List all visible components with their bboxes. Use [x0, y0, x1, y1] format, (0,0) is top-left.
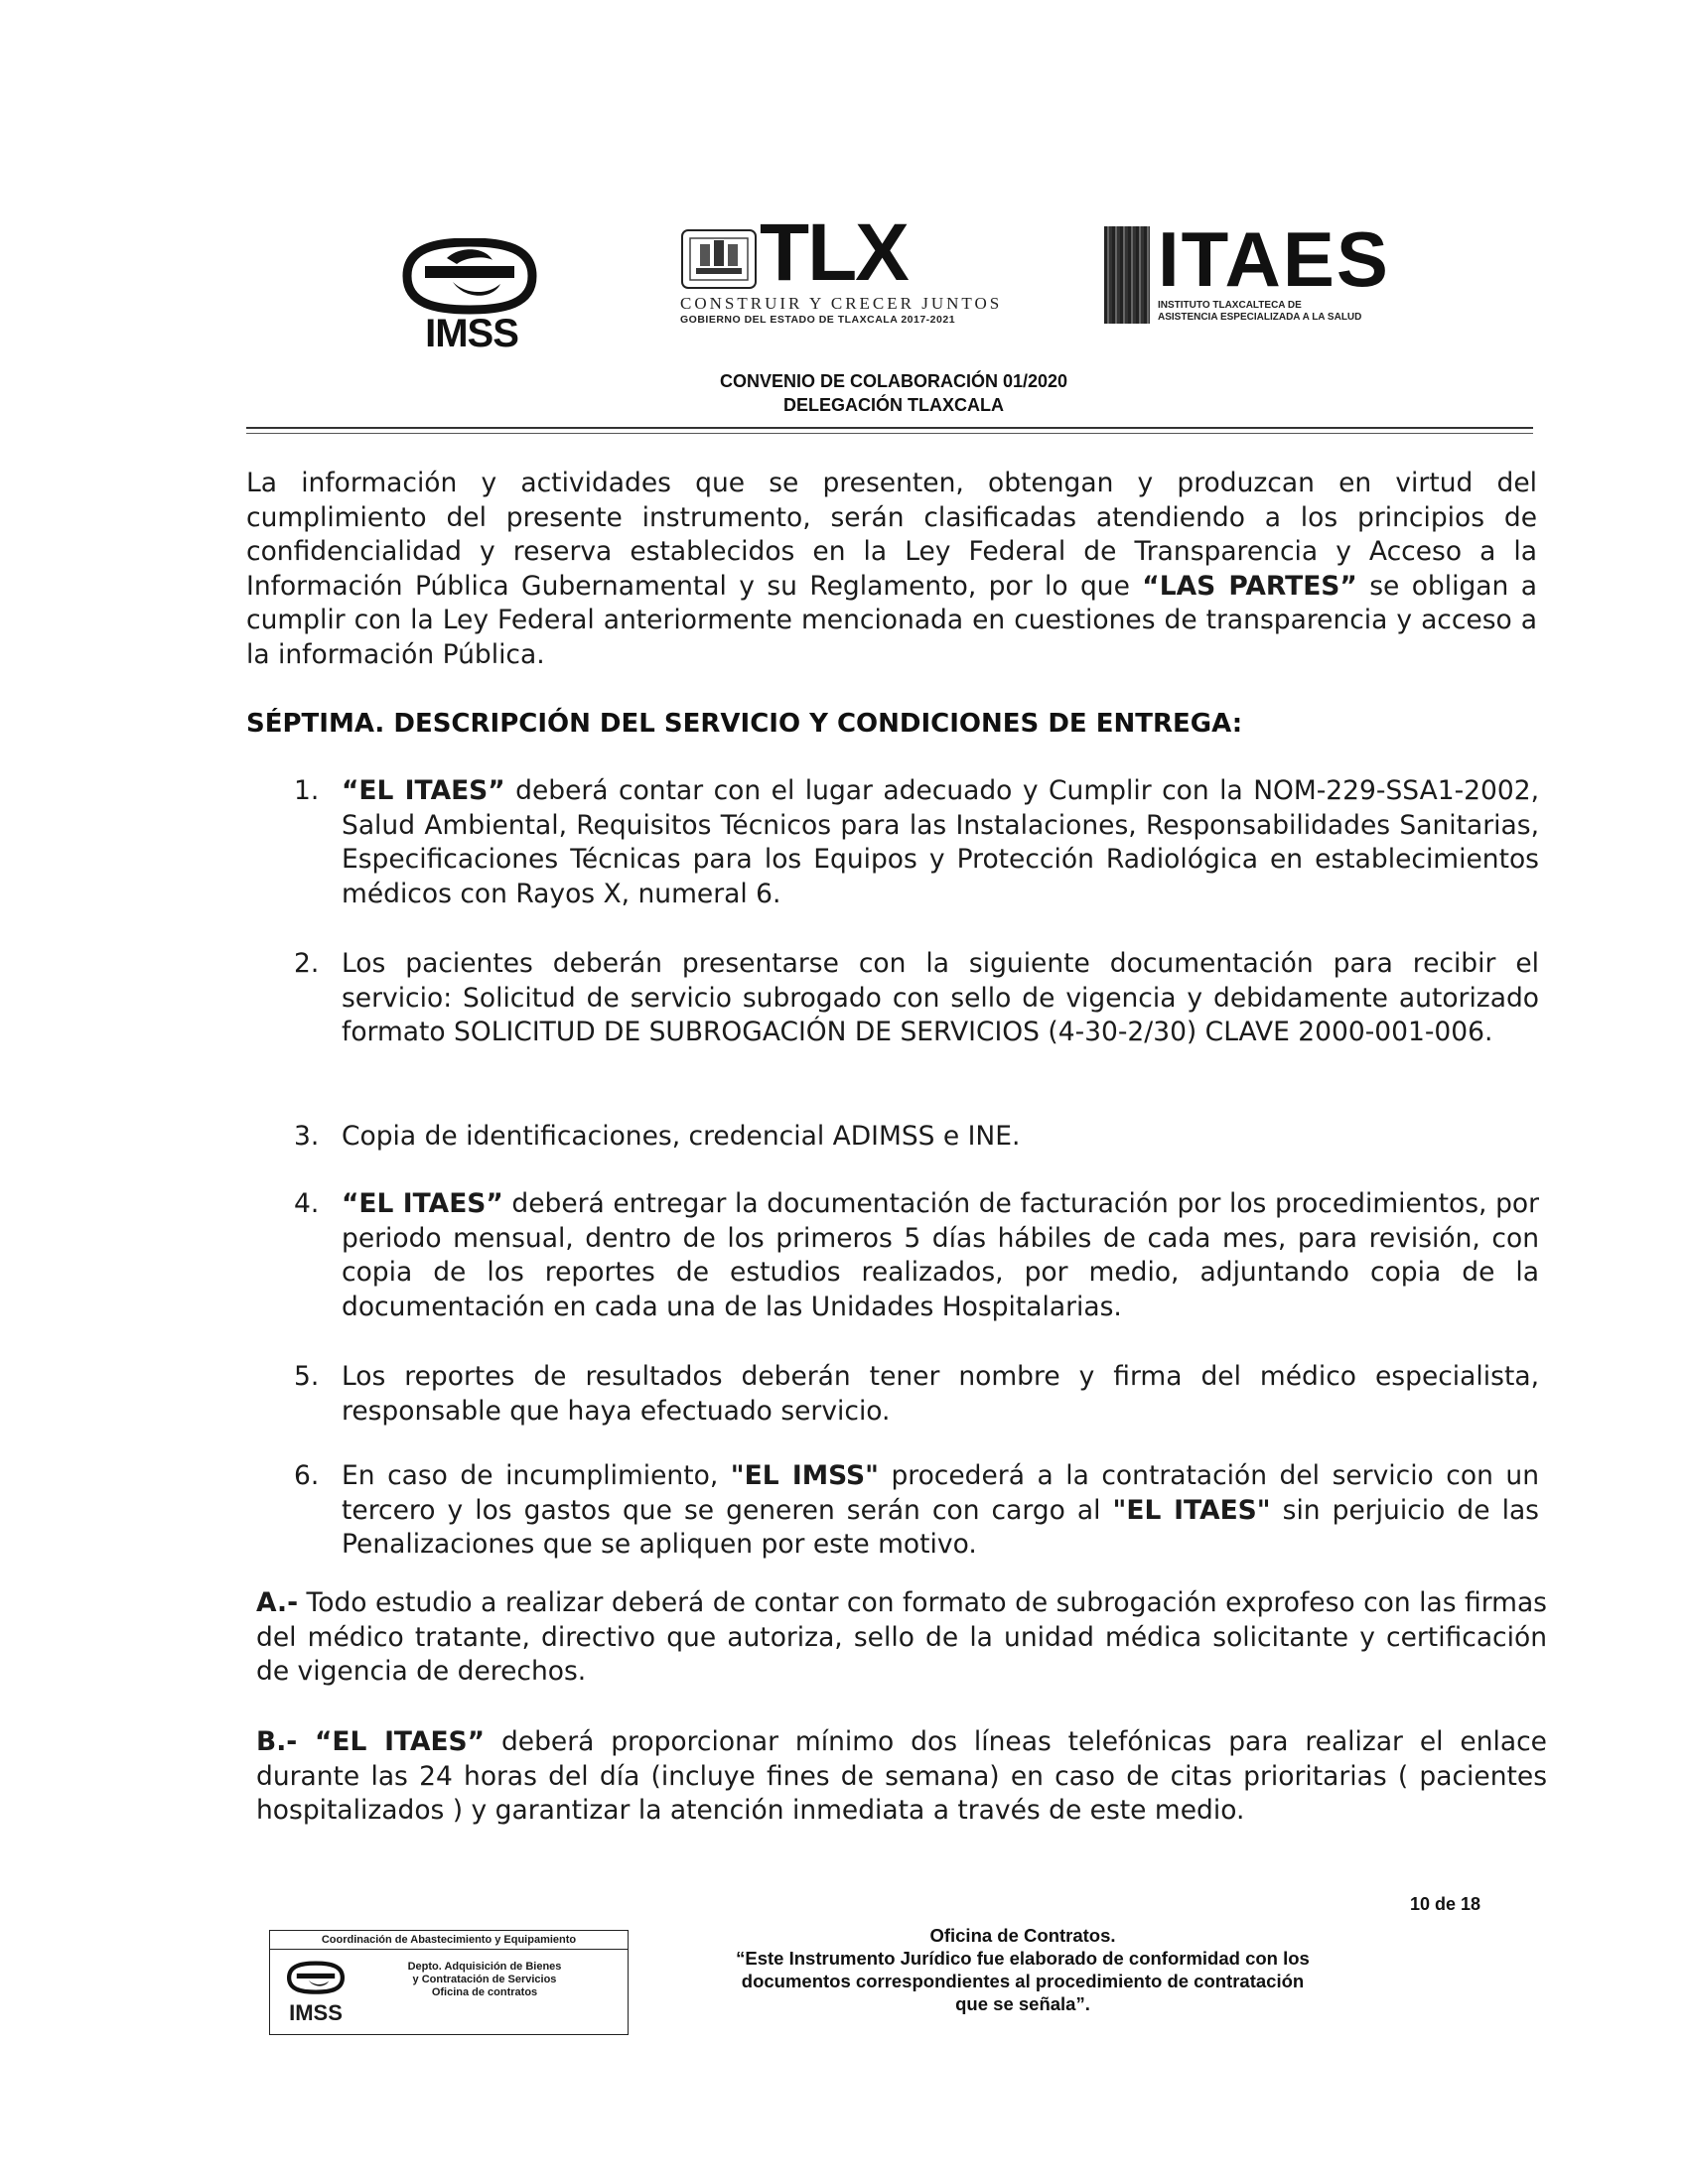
intro-text: La información y actividades que se presenten, obtengan y produzcan en virtud del cumplimiento del presente instrumento, serán clasificadas atendiendo a los principios de confidencialidad y reserva establecidos en la Ley Federal de Transparencia y Acceso a la Información Pública Gubernamental y su Reglamento, por lo que [246, 468, 1537, 602]
footer-note [655, 1924, 1390, 2015]
clause-text: Todo estudio a realizar deberá de contar con formato de subrogación exprofeso con las firmas del médico tratante, directivo que autoriza, sello de la unidad médica solicitante y certificación de vigencia de derechos. [256, 1587, 1547, 1687]
clause-b-paragraph [256, 1725, 1547, 1829]
list-item-body: deberá contar con el lugar adecuado y Cumplir con la NOM-229-SSA1-2002, Salud Ambiental, Requisitos Técnicos para las Instalaciones, Responsabilidades Sanitarias, Especificaciones Técnicas para los Equipos y Protección Radiológica en establecimientos médicos con Rayos X, numeral 6. [342, 775, 1539, 909]
footer-note-line: que se señala”. [955, 1993, 1090, 2014]
clause-bold: “EL ITAES” [297, 1726, 486, 1757]
imss-logo-text: IMSS [425, 312, 518, 355]
list-item-bold: “EL ITAES” [342, 775, 505, 806]
list-item-number: 1. [294, 775, 320, 806]
stamp-logo [284, 1957, 348, 2032]
tlx-government-text: GOBIERNO DEL ESTADO DE TLAXCALA 2017-2021 [680, 314, 956, 326]
clause-a-paragraph [256, 1586, 1547, 1690]
list-item-body: deberá entregar la documentación de facturación por los procedimientos, por periodo mensual, dentro de los primeros 5 días hábiles de cada mes, para revisión, con copia de los reportes de estudios realizados, por medio, adjuntando copia de la documentación en cada una de las Unidades Hospitalarias. [342, 1188, 1540, 1322]
itaes-bar-icon [1104, 226, 1150, 324]
list-item-body: En caso de incumplimiento, [342, 1460, 731, 1491]
tlx-tagline: CONSTRUIR Y CRECER JUNTOS [680, 294, 1003, 313]
list-item-bold: "EL ITAES" [1112, 1494, 1271, 1526]
itaes-logo-text: ITAES [1158, 215, 1390, 303]
list-item-bold: “EL ITAES” [342, 1188, 503, 1219]
list-item-text [342, 774, 1539, 911]
list-item-text: Los pacientes deberán presentarse con la siguiente documentación para recibir el servicio: Solicitud de servicio subrogado con sello de vigencia y debidamente autorizado formato SOLICITUD DE SUBROGACIÓN DE SERVICIOS (4-30-2/30) CLAVE 2000-001-006. [342, 948, 1539, 1047]
intro-paragraph [246, 467, 1537, 672]
itaes-subtitle [1158, 300, 1426, 324]
list-item-body: procederá a la contratación del servicio con un tercero y los gastos que se generen serán con cargo al [342, 1460, 1539, 1526]
clause-text: deberá proporcionar mínimo dos líneas telefónicas para realizar el enlace durante las 24 horas del día (incluye fines de semana) en caso de citas prioritarias ( pacientes hospitalizados ) y garantizar la atención inmediata a través de este medio. [256, 1726, 1547, 1826]
title-line: CONVENIO DE COLABORACIÓN 01/2020 [719, 371, 1068, 391]
list-item-number: 6. [294, 1460, 320, 1491]
title-line: DELEGACIÓN TLAXCALA [783, 395, 1004, 415]
list-item-body: sin perjuicio de las Penalizaciones que se apliquen por este motivo. [342, 1494, 1539, 1560]
stamp-header: Coordinación de Abastecimiento y Equipamiento [270, 1931, 628, 1950]
list-item-number: 3. [294, 1121, 320, 1152]
list-item-text [342, 1459, 1539, 1563]
stamp-line: Depto. Adquisición de Bienes [407, 1961, 562, 1973]
itaes-logo [1104, 215, 1422, 336]
clause-label: A.- [256, 1587, 299, 1618]
header-divider [246, 427, 1533, 429]
imss-emblem-icon [284, 1957, 348, 2000]
imss-emblem-icon [395, 238, 544, 318]
page-number: 10 de 18 [1410, 1894, 1481, 1914]
list-item-number: 2. [294, 948, 320, 979]
stamp-logo-text: IMSS [289, 2000, 343, 2025]
itaes-subtitle-line: ASISTENCIA ESPECIALIZADA A LA SALUD [1158, 312, 1362, 323]
tlx-logo-text: TLX [760, 207, 908, 298]
stamp-line: y Contratación de Servicios [412, 1974, 557, 1985]
intro-text: se obligan a cumplir con la Ley Federal anteriormente mencionada en cuestiones de transparencia y acceso a la información Pública. [246, 570, 1537, 670]
imss-logo [395, 238, 544, 355]
footer-note-line: “Este Instrumento Jurídico fue elaborado de conformidad con los [736, 1948, 1310, 1969]
list-item-text: Copia de identificaciones, credencial ADIMSS e INE. [342, 1121, 1021, 1152]
imss-stamp [269, 1930, 629, 2035]
footer-note-line: Oficina de Contratos. [929, 1925, 1116, 1946]
list-item-bold: "EL IMSS" [730, 1460, 879, 1491]
footer-note-line: documentos correspondientes al procedimiento de contratación [741, 1971, 1305, 1991]
list-item-number: 4. [294, 1188, 320, 1219]
stamp-line: Oficina de contratos [431, 1986, 538, 1998]
tlaxcala-seal-icon [680, 228, 758, 290]
document-title [496, 369, 1291, 417]
section-heading: SÉPTIMA. DESCRIPCIÓN DEL SERVICIO Y CONDICIONES DE ENTREGA: [246, 709, 1243, 739]
list-item-text [342, 1187, 1539, 1324]
list-item-text: Los reportes de resultados deberán tener nombre y firma del médico especialista, responsable que haya efectuado servicio. [342, 1361, 1539, 1427]
stamp-text [365, 1961, 604, 1999]
tlx-logo [678, 207, 1021, 336]
intro-bold: “LAS PARTES” [1142, 570, 1357, 602]
clause-label: B.- [256, 1726, 298, 1757]
list-item-number: 5. [294, 1361, 320, 1392]
header-divider [246, 433, 1533, 434]
itaes-subtitle-line: INSTITUTO TLAXCALTECA DE [1158, 300, 1302, 311]
